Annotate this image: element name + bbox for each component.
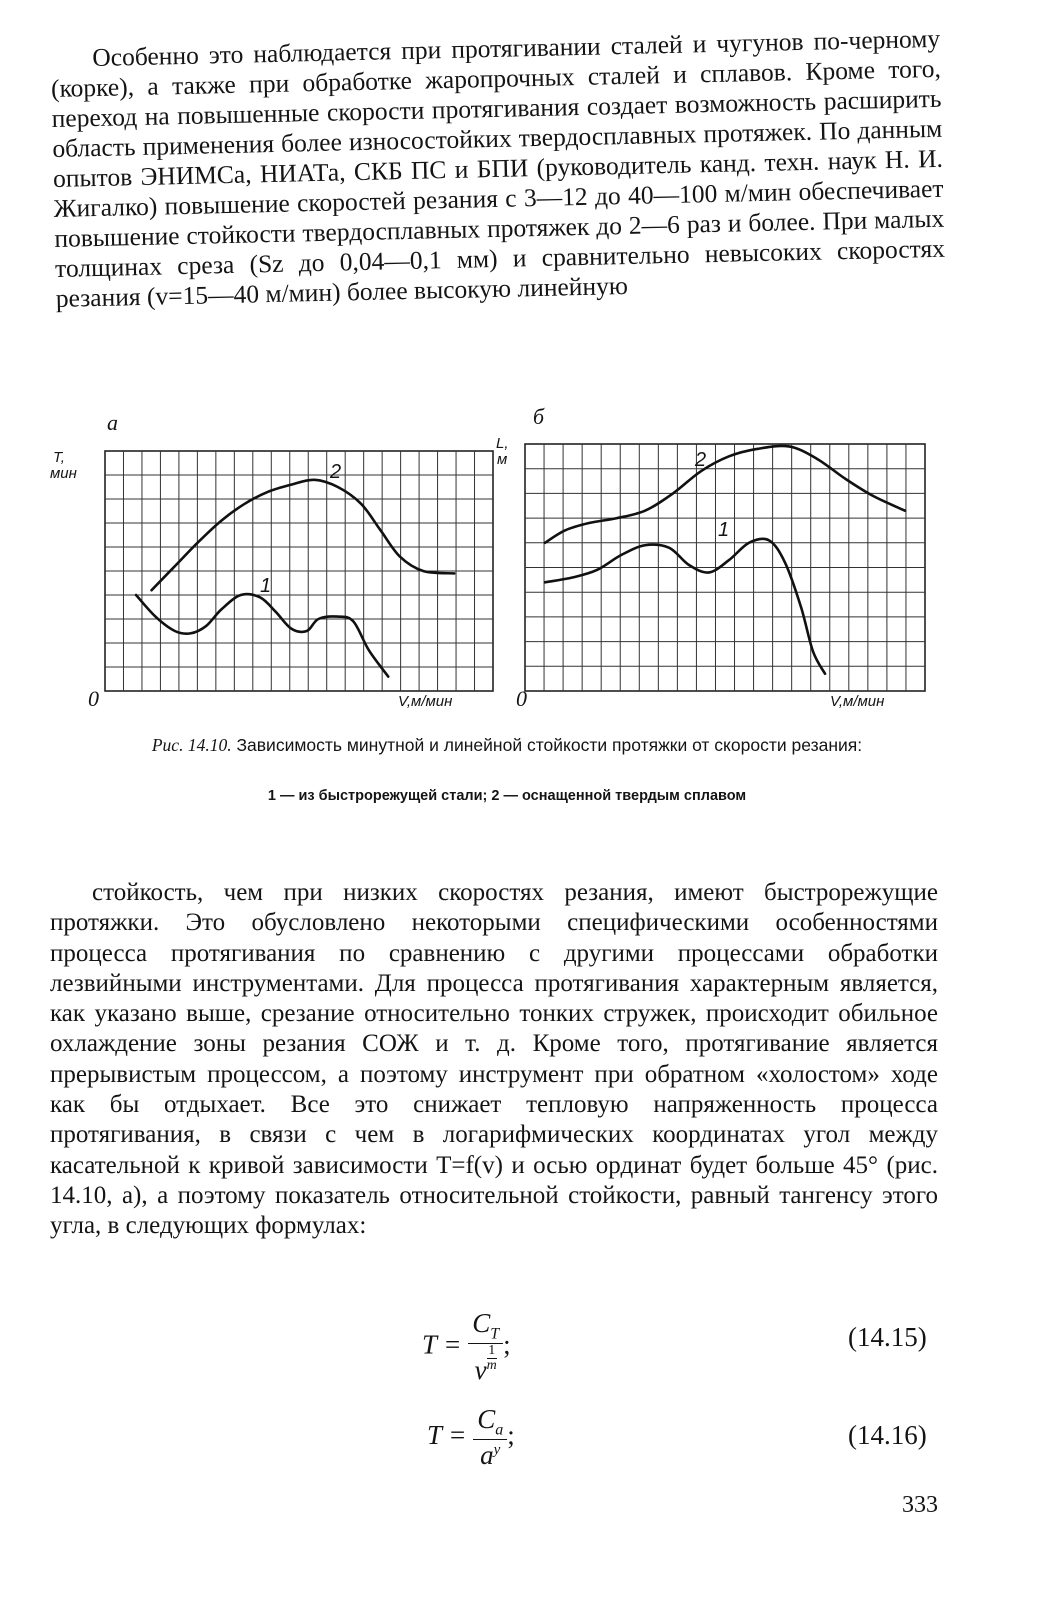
page-number: 333 — [902, 1492, 938, 1518]
panel-b-origin: 0 — [516, 686, 527, 711]
formula-1-denominator: v $^{\frac{1}{m}}$ — [474, 1343, 497, 1386]
formula-2-denominator: $a^y$ — [480, 1440, 501, 1471]
panel-a-origin: 0 — [88, 686, 99, 711]
formula-1-fraction — [468, 1308, 503, 1386]
figure-caption — [92, 734, 922, 756]
formula-2-numerator: $C_a$ — [473, 1404, 507, 1440]
formula-2-lhs: T = — [427, 1419, 467, 1450]
formula-14-15: T = $C_T$ v $^{\frac{1}{m}}$ ; — [422, 1308, 511, 1386]
formula-1-numerator: $C_T$ — [468, 1308, 503, 1344]
panel-a-ylabel-t: T, — [53, 449, 65, 466]
figure-charts — [50, 406, 940, 736]
panel-b-curve-2-label: 2 — [695, 449, 707, 471]
panel-a-curve-2-label: 2 — [330, 461, 342, 483]
figure-caption-text: Зависимость минутной и линейной стойкости протяжки от скорости резания: — [236, 735, 863, 755]
figure-number: Рис. 14.10. — [151, 735, 232, 755]
equation-number-14-16: (14.16) — [848, 1420, 927, 1450]
paragraph-bottom: стойкость, чем при низких скоростях резания, имеют быстрорежущие протяжки. Это обусловлено некоторыми специфическими особенностями процесса протягивания по сравнению с другими процессами обработки лезвийными инструментами. Для процесса протягивания характерным является, как указано выше, срезание относительно тонких стружек, происходит обильное охлаждение зоны резания СОЖ и т. д. Кроме того, протягивание является прерывистым процессом, а поэтому инструмент при обратном «холостом» ходе как бы отдыхает. Все это снижает тепловую напряженность процесса протягивания, в связи с чем в логарифмических координатах угол между касательной к кривой зависимости T=f(v) и осью ординат будет больше 45° (рис. 14.10, а), а поэтому показатель относительной стойкости, равный тангенсу этого угла, в следующих формулах: — [50, 879, 938, 1240]
panel-b-label: б — [533, 406, 545, 429]
panel-b — [525, 444, 925, 691]
panel-a-xlabel: V,м/мин — [398, 693, 453, 710]
panel-a-curve-1-label: 1 — [260, 575, 272, 597]
series-1-line — [545, 539, 825, 674]
panel-b-xlabel: V,м/мин — [830, 693, 885, 710]
equation-number-14-15: (14.15) — [848, 1322, 927, 1352]
formula-2-fraction — [473, 1404, 507, 1471]
panel-b-curve-1-label: 1 — [718, 519, 730, 541]
panel-b-ylabel-unit: м — [497, 451, 508, 468]
formula-14-16: T = $\frac{C_a}{a^y}$ ; — [427, 1404, 515, 1471]
paragraph-top: Особенно это наблюдается при протягивании сталей и чугунов по-черному (корке), а также при обработке жаропрочных сталей и сплавов. Кроме того, переход на повышенные скорости протягивания создает возможность расширить область применения более износостойких твердосплавных протяжек. По данным опытов ЭНИМСа, НИАТа, СКБ ПС и БПИ (руководитель канд. техн. наук Н. И. Жигалко) повышение скоростей резания с 3—12 до 40—100 м/мин обеспечивает повышение стойкости твердосплавных протяжек до 2—6 раз и более. При малых толщинах среза (Sz до 0,04—0,1 мм) и сравнительно невысоких скоростях резания (v=15—40 м/мин) более высокую линейную — [50, 23, 946, 313]
panel-a-label: а — [107, 410, 118, 435]
formula-1-lhs: T = — [422, 1329, 462, 1360]
figure-legend: 1 — из быстрорежущей стали; 2 — оснащенной твердым сплавом — [267, 788, 747, 804]
panel-b-ylabel-l: L, — [496, 435, 509, 452]
series-1-line — [136, 594, 388, 676]
panel-a-ylabel-unit: мин — [50, 465, 77, 482]
panel-a — [105, 451, 493, 691]
